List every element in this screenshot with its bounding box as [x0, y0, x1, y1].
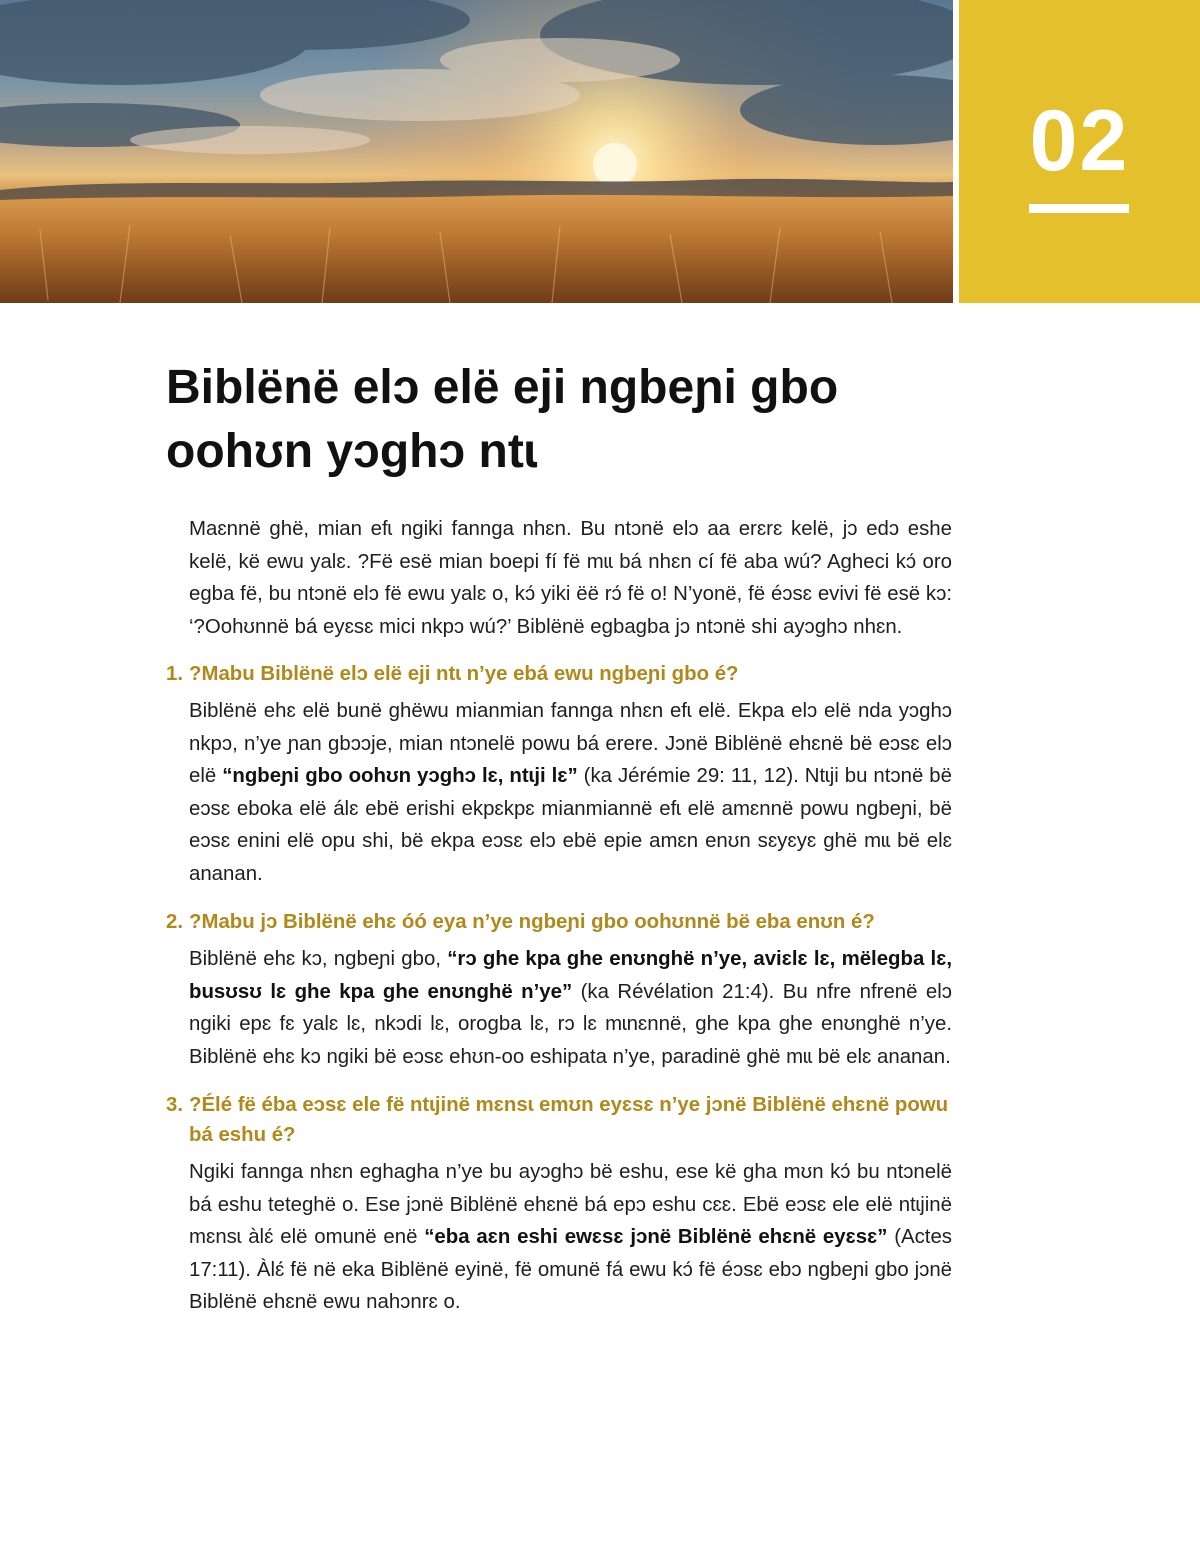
- title-line-2: oohʊn yɔghɔ ntɩ: [166, 425, 538, 478]
- question-text: ?Mabu Biblënë elɔ elë eji ntɩ n’ye ebá ewu ngbeɲi gbo é?: [189, 663, 739, 685]
- answer-text: Ngiki fannga nhɛn eghagha n’ye bu ayɔghɔ bë eshu, ese kë gha mʊn kɔ́ bu ntɔnelë bá eshu teteghë o. Ese jɔnë Biblënë ehɛnë bá epɔ eshu cɛɛ. Ebë eɔsɛ ele elë ntɩjinë mɛnsɩ àlɛ́ elë omunë enë: [189, 1161, 952, 1248]
- lesson-content: [166, 513, 952, 1336]
- answer-text: Biblënë ehɛ kɔ, ngbeɲi gbo,: [189, 948, 448, 970]
- answer-text: (ka Jérémie 29: 11, 12). Ntɩji bu ntɔnë bë eɔsɛ eboka elë álɛ ebë erishi ekpɛkpɛ mianmiannë efɩ elë amɛnnë powu ngbeɲi, bë eɔsɛ enini elë opu shi, bë ekpa eɔsɛ elɔ ebë epie amɛn enʊn sɛyɛyɛ ghë mɩɩ bë elɛ ananan.: [189, 765, 952, 885]
- answer-text: Biblënë ehɛ elë bunë ghëwu mianmian fannga nhɛn efɩ elë. Ekpa elɔ elë nda yɔghɔ nkpɔ, n’ye ɲan gbɔɔje, mian ntɔnelë powu bá erere. Jɔnë Biblënë ehɛnë bë eɔsɛ elɔ elë: [189, 700, 952, 787]
- answer-3: [166, 1156, 952, 1319]
- question-number: 2.: [166, 911, 184, 933]
- question-text: ?Élé fë éba eɔsɛ ele fë ntɩjinë mɛnsɩ emʊn eyɛsɛ n’ye jɔnë Biblënë ehɛnë powu bá eshu é?: [189, 1094, 949, 1146]
- question-text: ?Mabu jɔ Biblënë ehɛ óó eya n’ye ngbeɲi gbo oohʊnnë bë eba enʊn é?: [189, 911, 875, 933]
- question-number: 1.: [166, 663, 184, 685]
- question-3: [166, 1090, 952, 1150]
- lesson-number: 02: [1029, 93, 1130, 189]
- answer-text: (Actes 17:11). Àlɛ́ fë në eka Biblënë eyinë, fë omunë fá ewu kɔ́ fë éɔsɛ ebɔ ngbeɲi gbo jɔnë Biblënë ehɛnë ewu nahɔnrɛ o.: [189, 1226, 952, 1313]
- scripture-quote: “eba aɛn eshi ewɛsɛ jɔnë Biblënë ehɛnë eyɛsɛ”: [424, 1226, 888, 1248]
- scripture-quote: “rɔ ghe kpa ghe enʊnghë n’ye, aviɛlɛ lɛ, mëlegba lɛ, busʊsʊ lɛ ghe kpa ghe enʊnghë n’ye”: [189, 948, 952, 1003]
- badge-underline: [1029, 204, 1129, 213]
- hero-image: [0, 0, 953, 303]
- lesson-number-badge: [959, 0, 1200, 303]
- scripture-quote: “ngbeɲi gbo oohʊn yɔghɔ lɛ, ntɩji lɛ”: [222, 765, 578, 787]
- answer-text: (ka Révélation 21:4). Bu nfre nfrenë elɔ ngiki epɛ fɛ yalɛ lɛ, nkɔdi lɛ, orogba lɛ, rɔ lɛ mɩnɛnnë, ghe kpa ghe enʊnghë n’ye. Biblënë ehɛ kɔ ngiki bë eɔsɛ ehʊn-oo eshipata n’ye, paradinë ghë mɩɩ bë elɛ ananan.: [189, 980, 952, 1068]
- title-line-1: Biblënë elɔ elë eji ngbeɲi gbo: [166, 361, 839, 414]
- question-number: 3.: [166, 1094, 184, 1116]
- page-title: [166, 356, 966, 484]
- answer-2: [166, 943, 952, 1073]
- question-2: [166, 907, 952, 937]
- answer-1: [166, 695, 952, 890]
- sunset-field-illustration: [0, 0, 953, 303]
- intro-paragraph: Maɛnnë ghë, mian efɩ ngiki fannga nhɛn. Bu ntɔnë elɔ aa erɛrɛ kelë, jɔ edɔ eshe kelë, kë ewu yalɛ. ?Fë esë mian boepi fí fë mɩɩ bá nhɛn cí fë aba wú? Agheci kɔ́ oro egba fë, bu ntɔnë elɔ fë ewu yalɛ o, kɔ́ yiki ëë rɔ́ fë o! N’yonë, fë éɔsɛ evivi fë esë kɔ: ‘?Oohʊnnë bá eyɛsɛ mici nkpɔ wú?’ Biblënë egbagba jɔ ntɔnë shi ayɔghɔ nhɛn.: [189, 518, 952, 638]
- question-1: [166, 659, 952, 689]
